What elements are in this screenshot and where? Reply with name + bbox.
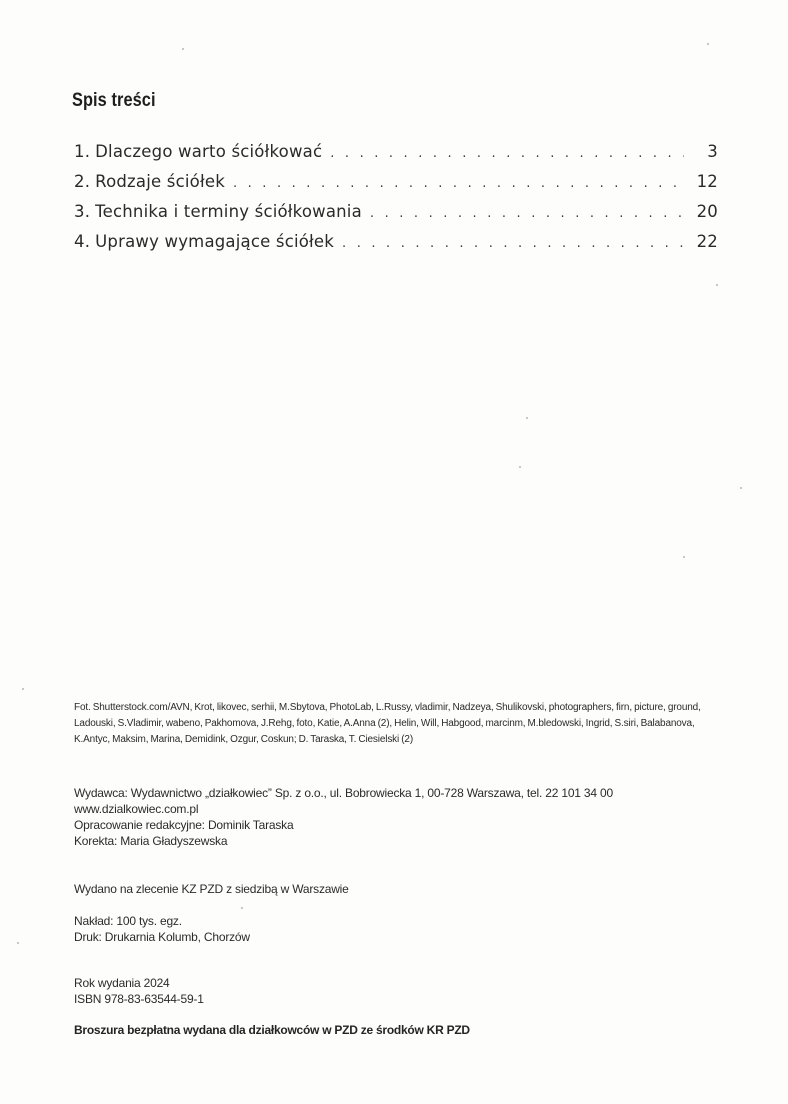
website-link[interactable]: www.dzialkowiec.com.pl bbox=[74, 802, 199, 816]
scan-speck bbox=[707, 43, 709, 45]
publisher-block bbox=[74, 785, 754, 849]
page-title: Spis treści bbox=[72, 90, 156, 111]
year-line: Rok wydania 2024 bbox=[74, 976, 170, 990]
scan-speck bbox=[526, 417, 528, 419]
scan-speck bbox=[683, 556, 685, 558]
scan-speck bbox=[182, 48, 184, 50]
commission-block bbox=[74, 881, 754, 897]
scan-speck bbox=[17, 942, 19, 944]
scan-speck bbox=[716, 284, 718, 286]
dot-leader bbox=[342, 236, 684, 251]
toc-entry-label: Dlaczego warto ściółkować bbox=[95, 142, 323, 161]
free-brochure-note: Broszura bezpłatna wydana dla działkowców w PZD ze środków KR PZD bbox=[74, 1023, 470, 1037]
toc-entry-page: 22 bbox=[696, 232, 718, 251]
editing-credit: Opracowanie redakcyjne: Dominik Taraska bbox=[74, 818, 294, 832]
toc-entry-label: Rodzaje ściółek bbox=[95, 172, 225, 191]
scan-speck bbox=[740, 487, 742, 489]
toc-entry[interactable] bbox=[74, 232, 718, 262]
commission-line: Wydano na zlecenie KZ PZD z siedzibą w Warszawie bbox=[74, 882, 349, 896]
toc-entry-number: 1. bbox=[74, 142, 91, 161]
circulation-line: Nakład: 100 tys. egz. bbox=[74, 914, 182, 928]
toc-entry-number: 3. bbox=[74, 202, 91, 221]
toc-entry-page: 3 bbox=[707, 142, 718, 161]
toc-entry[interactable] bbox=[74, 172, 718, 202]
dot-leader bbox=[330, 146, 684, 161]
scan-speck bbox=[22, 688, 24, 690]
print-block bbox=[74, 913, 754, 945]
scan-speck bbox=[519, 466, 521, 468]
dot-leader bbox=[233, 176, 684, 191]
toc-entry-number: 4. bbox=[74, 232, 91, 251]
toc-entry[interactable] bbox=[74, 202, 718, 232]
publisher-line: Wydawca: Wydawnictwo „działkowiec” Sp. z o.o., ul. Bobrowiecka 1, 00-728 Warszawa, tel. 22 101 34 00 bbox=[74, 786, 613, 800]
scan-speck bbox=[241, 907, 243, 909]
toc-entry-label: Uprawy wymagające ściółek bbox=[95, 232, 335, 251]
toc-entry-label: Technika i terminy ściółkowania bbox=[95, 202, 362, 221]
toc-entry-number: 2. bbox=[74, 172, 91, 191]
edition-block bbox=[74, 975, 754, 1007]
printing-line: Druk: Drukarnia Kolumb, Chorzów bbox=[74, 930, 250, 944]
toc-entry-page: 12 bbox=[696, 172, 718, 191]
table-of-contents bbox=[74, 142, 718, 262]
isbn-line: ISBN 978-83-63544-59-1 bbox=[74, 992, 204, 1006]
toc-entry-page: 20 bbox=[696, 202, 718, 221]
dot-leader bbox=[370, 206, 684, 221]
photo-credits: Fot. Shutterstock.com/AVN, Krot, likovec, serhii, M.Sbytova, PhotoLab, L.Russy, vladimir, Nadzeya, Shulikovski, photographers, firn, picture, ground, Ladouski, S.Vladimir, wabeno, Pakhomova, J.Rehg, foto, Katie, A.Anna (2), Helin, Will, Habgood, marcinm, M.bledowski, Ingrid, S.siri, Balabanova, K.Antyc, Maksim, Marina, Demidink, Ozgur, Coskun; D. Taraska, T. Ciesielski (2) bbox=[74, 702, 701, 745]
toc-entry[interactable] bbox=[74, 142, 718, 172]
proofreading-credit: Korekta: Maria Gładyszewska bbox=[74, 834, 228, 848]
